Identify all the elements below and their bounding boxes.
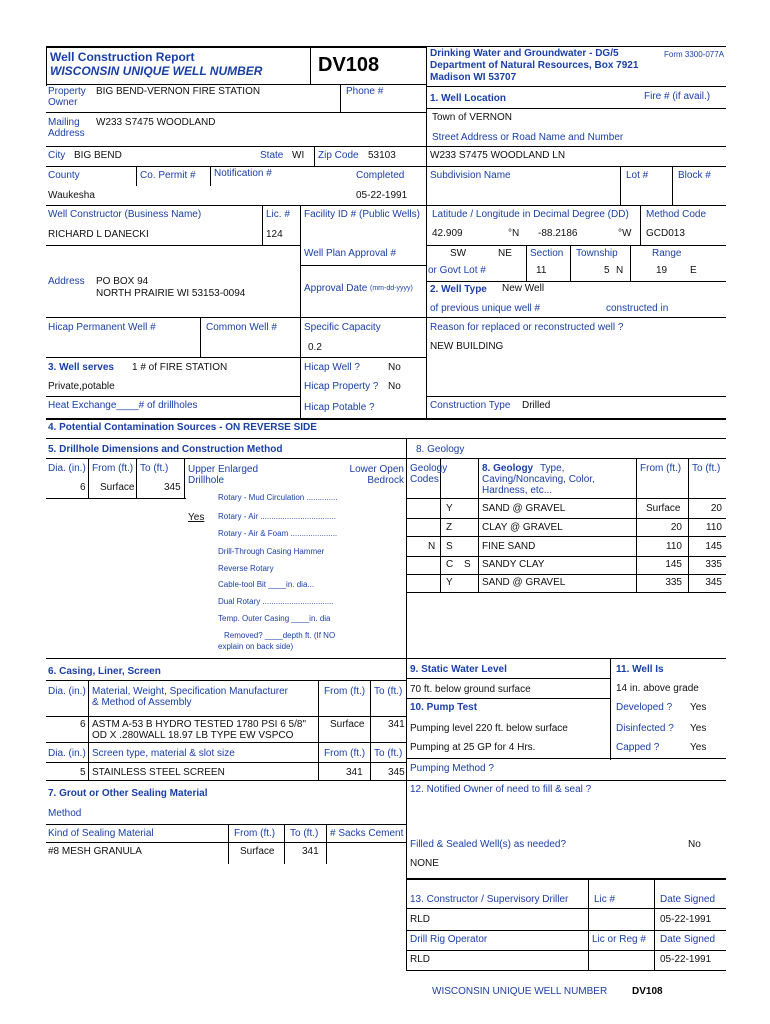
phone-label: Phone # xyxy=(346,86,384,97)
geo-to-divider xyxy=(688,458,689,592)
constructed-in-label: constructed in xyxy=(606,303,669,314)
geology-codes-label: Geology Codes xyxy=(410,463,448,485)
fire-number-label: Fire # (if avail.) xyxy=(644,91,711,102)
lic-divider xyxy=(262,205,263,245)
specific-capacity-value[interactable]: 0.2 xyxy=(308,342,322,353)
well-is-divider xyxy=(610,658,611,760)
geo-from: Surface xyxy=(646,503,681,514)
mailing-address-label: Mailing Address xyxy=(48,117,85,139)
developed-value[interactable]: Yes xyxy=(690,702,707,713)
grout-from-label: From (ft.) xyxy=(234,828,276,839)
grout-label: 7. Grout or Other Sealing Material xyxy=(48,788,208,799)
screen-type-label: Screen type, material & slot size xyxy=(92,748,235,759)
drillhole-label: 5. Drillhole Dimensions and Construction Method xyxy=(48,444,283,455)
static-water-label: 9. Static Water Level xyxy=(410,664,507,675)
section-label: Section xyxy=(530,248,564,259)
casing-from-divider xyxy=(318,680,319,780)
pumping-rate[interactable]: Pumping at 25 GP for 4 Hrs. xyxy=(410,742,536,753)
rule-438 xyxy=(46,438,726,439)
rig-operator-date-value[interactable]: 05-22-1991 xyxy=(660,954,712,965)
lower-open-label: Lower Open Bedrock xyxy=(349,464,404,486)
rule-842 xyxy=(46,842,406,843)
method-dual-rotary[interactable]: Dual Rotary ................................ xyxy=(218,597,334,606)
sealing-kind-label: Kind of Sealing Material xyxy=(48,828,154,839)
geo-to: 20 xyxy=(710,503,722,514)
geo-rule-536 xyxy=(406,536,726,537)
rule-396 xyxy=(46,396,300,397)
method-reverse-rotary[interactable]: Reverse Rotary xyxy=(218,564,274,573)
zip-divider xyxy=(314,146,315,166)
geo-code-2: C xyxy=(446,559,454,570)
section-divider-left xyxy=(526,245,527,281)
method-rotary-air[interactable]: Rotary - Air .................................. xyxy=(218,512,336,521)
well-serves-label: 3. Well serves xyxy=(48,362,114,373)
rule-84 xyxy=(46,84,426,85)
r-rule-146 xyxy=(426,146,726,147)
rule-742 xyxy=(46,742,406,743)
geo-rule-574 xyxy=(406,574,726,575)
dia-divider xyxy=(88,458,89,498)
section-value[interactable]: 11 xyxy=(536,265,547,276)
previous-well-label: of previous unique well # xyxy=(430,303,541,314)
geo-from: 335 xyxy=(665,577,682,588)
grout-sacks-divider xyxy=(326,824,327,864)
rule-166 xyxy=(46,166,426,167)
township-direction[interactable]: N xyxy=(616,265,624,276)
geo-to: 345 xyxy=(705,577,722,588)
sealing-kind-value[interactable]: #8 MESH GRANULA xyxy=(48,846,142,857)
supervisor-lic-label: Lic # xyxy=(594,894,616,905)
heat-exchange-label: Heat Exchange____# of drillholes xyxy=(48,400,198,411)
rig-operator-value[interactable]: RLD xyxy=(410,954,431,965)
lot-label: Lot # xyxy=(626,170,649,181)
well-is-label: 11. Well Is xyxy=(616,664,664,675)
rule-658 xyxy=(46,658,726,659)
plan-approval-label: Well Plan Approval # xyxy=(304,248,397,259)
rule-317 xyxy=(46,317,426,318)
notification-label: Notification # xyxy=(214,168,272,179)
completed-value[interactable]: 05-22-1991 xyxy=(356,190,408,201)
drillhole-from-label: From (ft.) xyxy=(92,463,134,474)
grout-from-value[interactable]: Surface xyxy=(240,846,275,857)
screen-from-label: From (ft.) xyxy=(324,748,366,759)
form-code: DV108 xyxy=(318,54,380,76)
range-value[interactable]: 19 xyxy=(656,265,668,276)
latlon-label: Latitude / Longitude in Decimal Degree (DD) xyxy=(432,209,629,220)
township-label: Township xyxy=(576,248,618,259)
drillhole-dia-label: Dia. (in.) xyxy=(48,463,86,474)
well-type-value[interactable]: New Well xyxy=(502,283,545,294)
specific-capacity-label: Specific Capacity xyxy=(304,322,381,333)
hicap-well-label: Hicap Well ? xyxy=(304,362,360,373)
method-code-value[interactable]: GCD013 xyxy=(646,228,685,239)
property-owner-label: Property Owner xyxy=(48,86,86,108)
geology-from-label: From (ft.) xyxy=(640,463,682,474)
street-address-value[interactable]: W233 S7475 WOODLAND LN xyxy=(430,150,566,161)
geo-code-2: Z xyxy=(446,522,453,533)
hicap-property-label: Hicap Property ? xyxy=(304,381,379,392)
r-rule-281 xyxy=(426,281,726,282)
grout-from-divider xyxy=(228,824,229,864)
supervisor-value[interactable]: RLD xyxy=(410,914,431,925)
well-location-label: 1. Well Location xyxy=(430,93,506,104)
footer-label: WISCONSIN UNIQUE WELL NUMBER xyxy=(432,986,608,997)
rule-780 xyxy=(46,780,726,781)
capped-label: Capped ? xyxy=(616,742,660,753)
form-number: Form 3300-077A xyxy=(664,50,725,59)
disinfected-value[interactable]: Yes xyxy=(690,723,707,734)
constructor-address-line-2[interactable]: NORTH PRAIRIE WI 53153-0094 xyxy=(96,288,246,299)
construction-type-label: Construction Type xyxy=(430,400,511,411)
r-rule-166 xyxy=(426,166,726,167)
well-is-value[interactable]: 14 in. above grade xyxy=(616,683,699,694)
lic-label: Lic. # xyxy=(266,209,290,220)
govt-lot-label: or Govt Lot # xyxy=(428,265,486,276)
sig-rule-970 xyxy=(406,970,726,971)
geo-code-divider-2 xyxy=(478,458,479,592)
hicap-well-value[interactable]: No xyxy=(388,362,401,373)
footer-code: DV108 xyxy=(632,986,663,997)
geo-to: 145 xyxy=(705,541,722,552)
casing-to-label: To (ft.) xyxy=(374,686,403,697)
geo-to: 110 xyxy=(706,522,722,533)
rig-operator-lic-label: Lic or Reg # xyxy=(592,934,646,945)
sig-lic-divider xyxy=(588,880,589,970)
lot-divider xyxy=(620,166,621,206)
rig-operator-label: Drill Rig Operator xyxy=(410,934,488,945)
rig-operator-date-label: Date Signed xyxy=(660,934,716,945)
r-rule-86 xyxy=(426,86,726,87)
pump-rule-698 xyxy=(406,698,610,699)
to-divider xyxy=(184,458,185,498)
casing-from-value[interactable]: Surface xyxy=(330,719,365,730)
section-divider-right xyxy=(570,245,571,281)
geo-rule-498 xyxy=(406,498,726,499)
range-label: Range xyxy=(652,248,682,259)
r-rule-396 xyxy=(426,396,726,397)
capped-value[interactable]: Yes xyxy=(690,742,707,753)
hicap-property-value[interactable]: No xyxy=(388,381,401,392)
phone-divider xyxy=(340,84,341,112)
lic-value[interactable]: 124 xyxy=(266,229,283,240)
reason-value[interactable]: NEW BUILDING xyxy=(430,341,504,352)
screen-to-value[interactable]: 345 xyxy=(388,767,405,778)
top-rule-left xyxy=(46,46,426,48)
casing-dia-label: Dia. (in.) xyxy=(48,686,86,697)
method-divider xyxy=(640,205,641,245)
screen-from-value[interactable]: 341 xyxy=(346,767,363,778)
geo-divider xyxy=(406,438,407,658)
constructor-address-label: Address xyxy=(48,276,85,287)
drillhole-to-label: To (ft.) xyxy=(140,463,169,474)
hicap-potable-label: Hicap Potable ? xyxy=(304,402,375,413)
geo-from-divider xyxy=(636,458,637,592)
county-value[interactable]: Waukesha xyxy=(48,190,95,201)
drillhole-dia-value[interactable]: 6 xyxy=(80,482,86,493)
contamination-label: 4. Potential Contamination Sources - ON REVERSE SIDE xyxy=(48,422,317,433)
method-code-label: Method Code xyxy=(646,209,707,220)
static-water-value[interactable]: 70 ft. below ground surface xyxy=(410,684,531,695)
upper-enlarged-label: Upper Enlarged Drillhole xyxy=(188,464,259,486)
block-label: Block # xyxy=(678,170,711,181)
reason-label: Reason for replaced or reconstructed well ? xyxy=(430,322,624,333)
form-title: Well Construction Report xyxy=(50,50,195,64)
geo-rule-518 xyxy=(406,518,726,519)
street-address-label: Street Address or Road Name and Number xyxy=(432,132,624,143)
casing-label: 6. Casing, Liner, Screen xyxy=(48,666,161,677)
casing-removed[interactable]: Removed? ____depth ft. (If NO xyxy=(224,631,336,640)
county-label: County xyxy=(48,170,80,181)
notified-owner-label: 12. Notified Owner of need to fill & seal ? xyxy=(410,784,592,795)
quarter-2[interactable]: NE xyxy=(498,248,512,259)
agency-line-2: Department of Natural Resources, Box 7921 xyxy=(430,60,639,71)
rule-680 xyxy=(46,680,406,681)
township-value[interactable]: 5 xyxy=(604,265,610,276)
right-column-divider xyxy=(426,46,427,418)
casing-from-label: From (ft.) xyxy=(324,686,366,697)
grout-to-divider xyxy=(284,824,285,864)
disinfected-label: Disinfected ? xyxy=(616,723,674,734)
sig-rule-950 xyxy=(406,950,726,951)
rule-205 xyxy=(46,205,426,206)
sig-rule-908 xyxy=(406,908,726,909)
grout-to-label: To (ft.) xyxy=(290,828,319,839)
grout-method-label: Method xyxy=(48,808,82,819)
r-rule-108 xyxy=(426,108,726,109)
constructor-value[interactable]: RICHARD L DANECKI xyxy=(48,229,149,240)
geology-type-desc: Type, Caving/Noncaving, Color, Hardness, etc... xyxy=(482,463,595,496)
filled-sealed-label: Filled & Sealed Well(s) as needed? xyxy=(410,839,567,850)
geology-type-label: 8. Geology xyxy=(482,463,534,474)
method-rotary-mud[interactable]: Rotary - Mud Circulation .............. xyxy=(218,493,338,502)
geo-desc: SAND @ GRAVEL xyxy=(482,503,566,514)
screen-to-label: To (ft.) xyxy=(374,748,403,759)
rule-458 xyxy=(46,458,726,459)
state-label: State xyxy=(260,150,284,161)
casing-removed-explain: explain on back side) xyxy=(218,642,294,651)
header-left-border xyxy=(46,46,47,86)
r-rule-317 xyxy=(426,317,726,318)
state-value[interactable]: WI xyxy=(292,150,305,161)
casing-to-divider xyxy=(370,680,371,780)
geo-desc: SAND @ GRAVEL xyxy=(482,577,566,588)
geology-to-label: To (ft.) xyxy=(692,463,721,474)
from-divider xyxy=(136,458,137,498)
rule-418 xyxy=(46,418,726,420)
rule-245-left xyxy=(46,245,300,246)
method-rotary-air-foam[interactable]: Rotary - Air & Foam ..................... xyxy=(218,529,338,538)
well-serves-value[interactable]: 1 # of FIRE STATION xyxy=(132,362,228,373)
city-label: City xyxy=(48,150,66,161)
supervisor-date-value[interactable]: 05-22-1991 xyxy=(660,914,712,925)
sig-rule-930 xyxy=(406,930,726,931)
sacks-cement-label: # Sacks Cement xyxy=(330,828,404,839)
temp-outer-casing[interactable]: Temp. Outer Casing ____in. dia xyxy=(218,614,331,623)
geo-to: 335 xyxy=(705,559,722,570)
rule-716 xyxy=(46,716,406,717)
subdivision-label: Subdivision Name xyxy=(430,170,511,181)
r-rule-245 xyxy=(426,245,726,246)
pumping-method-label: Pumping Method ? xyxy=(410,763,494,774)
block-divider xyxy=(672,166,673,206)
rule-112 xyxy=(46,112,426,113)
longitude-value[interactable]: -88.2186 xyxy=(538,228,578,239)
mailing-address-value[interactable]: W233 S7475 WOODLAND xyxy=(96,117,216,128)
pump-test-label: 10. Pump Test xyxy=(410,702,478,713)
supervisor-label: 13. Constructor / Supervisory Driller xyxy=(410,894,569,905)
casing-material-label: Material, Weight, Specification Manufacturer & Method of Assembly xyxy=(92,686,289,708)
co-permit-label: Co. Permit # xyxy=(140,170,196,181)
pumping-level[interactable]: Pumping level 220 ft. below surface xyxy=(410,723,568,734)
casing-dia-value[interactable]: 6 xyxy=(80,719,86,730)
range-divider xyxy=(630,245,631,281)
geo-rule-592 xyxy=(406,592,726,593)
geology-label: 8. Geology xyxy=(416,444,465,455)
filled-sealed-value[interactable]: No xyxy=(688,839,701,850)
city-value[interactable]: BIG BEND xyxy=(74,150,122,161)
drillhole-to-value[interactable]: 345 xyxy=(164,482,181,493)
top-rule-right xyxy=(426,46,726,47)
r-rule-205 xyxy=(426,205,726,206)
longitude-unit: °W xyxy=(618,228,632,239)
static-rule-678 xyxy=(406,678,610,679)
casing-material-value[interactable]: ASTM A-53 B HYDRO TESTED 1780 PSI 6 5/8" OD X .280WALL 18.97 LB TYPE EW VSPCO xyxy=(92,719,307,741)
constructor-address-line-1[interactable]: PO BOX 94 xyxy=(96,276,149,287)
latitude-unit: °N xyxy=(508,228,520,239)
geo-desc: SANDY CLAY xyxy=(482,559,545,570)
method-cable-tool[interactable]: Cable-tool Bit ____in. dia... xyxy=(218,580,315,589)
agency-line-1: Drinking Water and Groundwater - DG/5 xyxy=(430,48,619,59)
geo-code-3: S xyxy=(464,559,471,570)
range-direction[interactable]: E xyxy=(690,265,697,276)
geo-from: 20 xyxy=(670,522,682,533)
approval-date-label: Approval Date xyxy=(304,283,368,294)
well-type-label: 2. Well Type xyxy=(430,284,487,295)
constructor-label: Well Constructor (Business Name) xyxy=(48,209,202,220)
supervisor-date-label: Date Signed xyxy=(660,894,716,905)
method-casing-hammer[interactable]: Drill-Through Casing Hammer xyxy=(218,547,325,556)
drill-method-yes[interactable]: Yes xyxy=(188,512,205,523)
permit-divider xyxy=(136,166,137,186)
sig-date-divider xyxy=(654,880,655,970)
geo-rule-556 xyxy=(406,556,726,557)
drillhole-from-value[interactable]: Surface xyxy=(100,482,135,493)
completed-label: Completed xyxy=(356,170,405,181)
common-divider xyxy=(200,317,201,357)
property-owner-value[interactable]: BIG BEND-VERNON FIRE STATION xyxy=(96,86,261,97)
geo-desc: CLAY @ GRAVEL xyxy=(482,522,563,533)
geo-code-2: S xyxy=(446,541,453,552)
screen-type-value[interactable]: STAINLESS STEEL SCREEN xyxy=(92,767,225,778)
construction-type-value[interactable]: Drilled xyxy=(522,400,551,411)
geo-desc: FINE SAND xyxy=(482,541,536,552)
zip-value[interactable]: 53103 xyxy=(368,150,396,161)
drill-rule-498 xyxy=(46,498,186,499)
casing-dia-divider xyxy=(88,680,89,780)
grout-to-value[interactable]: 341 xyxy=(302,846,319,857)
sig-left-border xyxy=(406,878,407,970)
agency-line-3: Madison WI 53707 xyxy=(430,72,517,83)
screen-dia-label: Dia. (in.) xyxy=(48,748,86,759)
rule-146 xyxy=(46,146,426,147)
town-value[interactable]: Town of VERNON xyxy=(432,112,513,123)
zip-label: Zip Code xyxy=(318,150,359,161)
form-subtitle: WISCONSIN UNIQUE WELL NUMBER xyxy=(50,64,263,78)
filled-sealed-detail[interactable]: NONE xyxy=(410,858,439,869)
rule-758 xyxy=(406,758,726,759)
geo-code-1: N xyxy=(428,541,436,552)
facility-label: Facility ID # (Public Wells) xyxy=(304,209,420,220)
rule-824 xyxy=(46,824,406,825)
geo-from: 110 xyxy=(666,541,682,552)
geo-code-2: Y xyxy=(446,577,453,588)
rule-265 xyxy=(300,265,426,266)
sig-rule-878 xyxy=(406,878,726,880)
quarter-1[interactable]: SW xyxy=(450,248,467,259)
facility-divider xyxy=(300,205,301,419)
hicap-permanent-label: Hicap Permanent Well # xyxy=(48,322,156,333)
rule-357 xyxy=(46,357,426,358)
approval-date-format: (mm-dd-yyyy) xyxy=(370,285,413,292)
rule-762 xyxy=(46,762,406,763)
latitude-value[interactable]: 42.909 xyxy=(432,228,463,239)
common-well-label: Common Well # xyxy=(206,322,277,333)
well-serves-type[interactable]: Private,potable xyxy=(48,381,115,392)
geo-code-2: Y xyxy=(446,503,453,514)
notif-divider xyxy=(210,166,211,186)
geo-from: 145 xyxy=(665,559,682,570)
casing-to-value[interactable]: 341 xyxy=(388,719,405,730)
screen-dia-value[interactable]: 5 xyxy=(80,767,86,778)
header-code-divider xyxy=(310,48,311,84)
developed-label: Developed ? xyxy=(616,702,673,713)
